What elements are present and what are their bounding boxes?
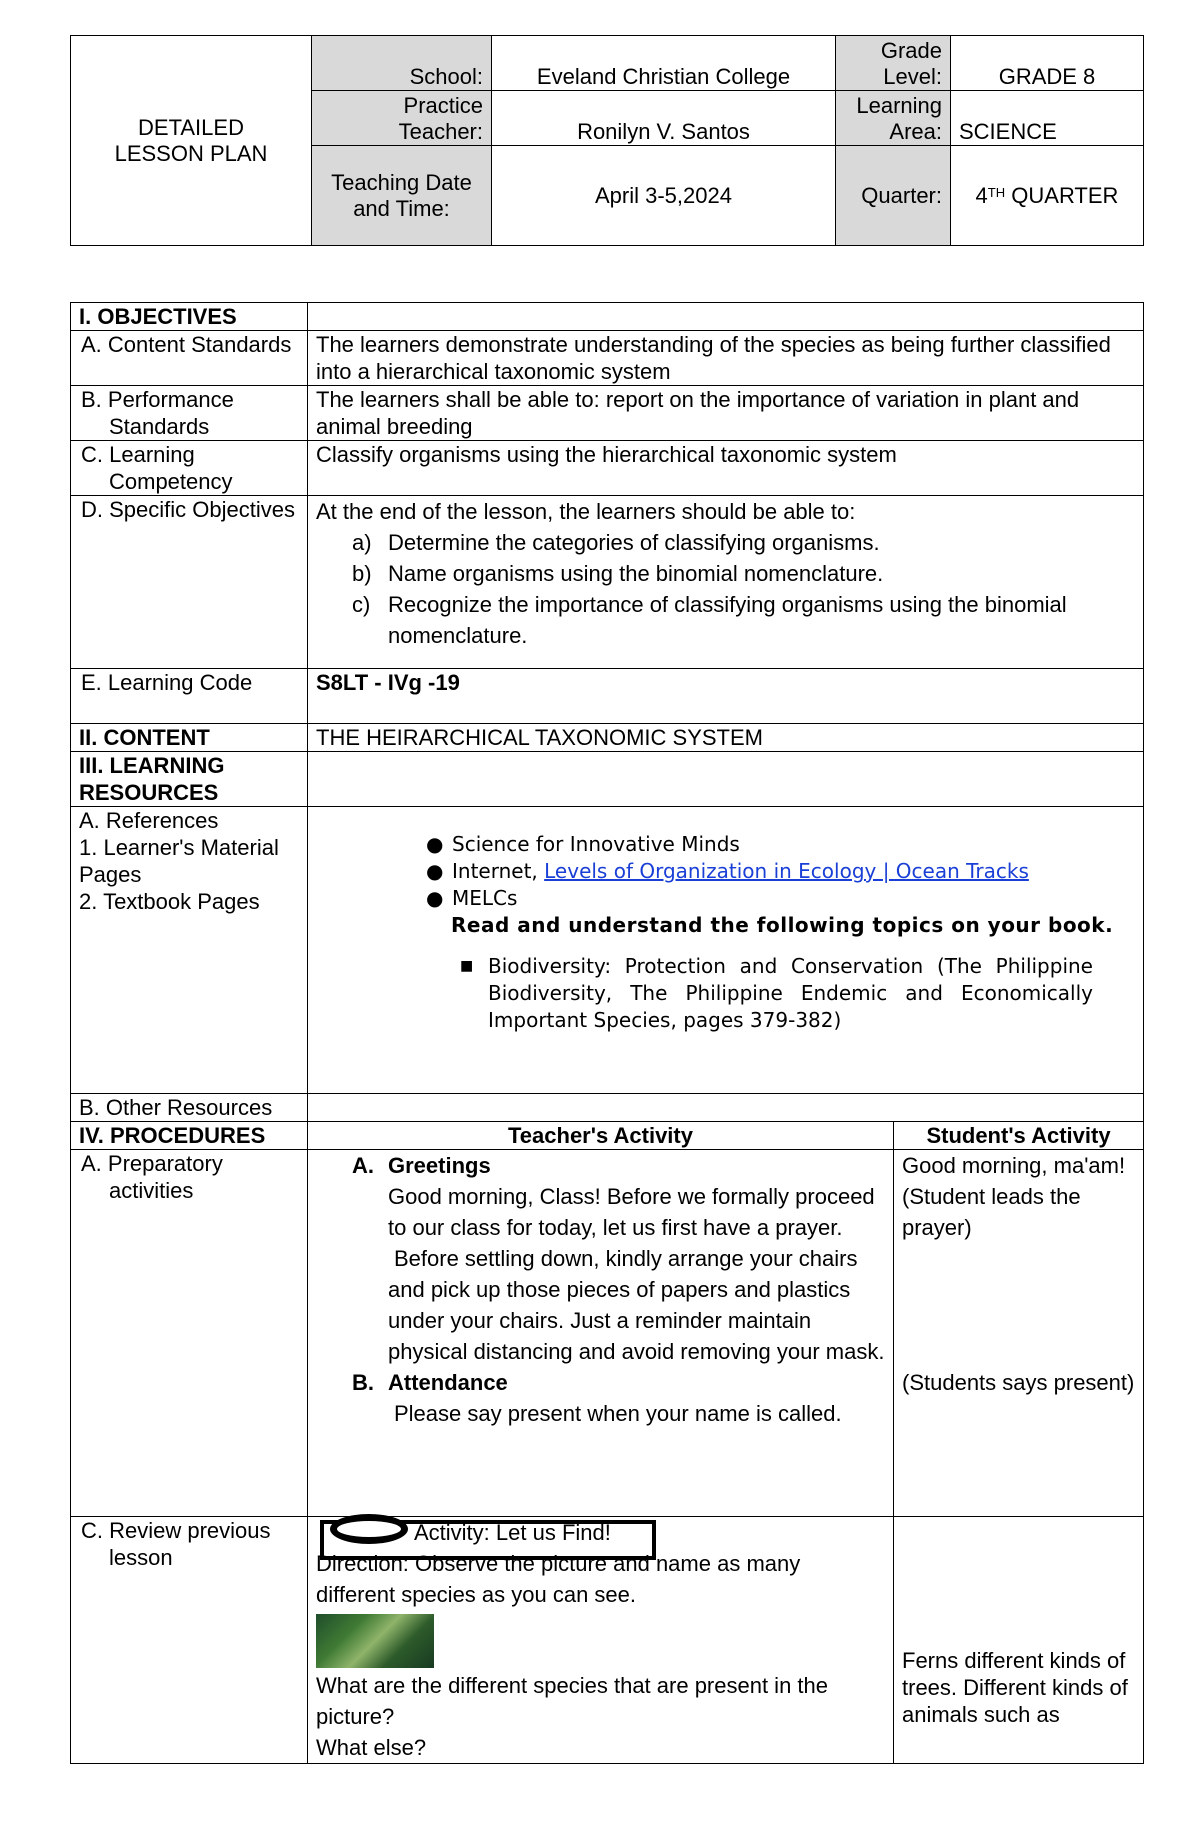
list-item: c) Recognize the importance of classifying organisms using the binomial nomenclature. bbox=[352, 592, 1067, 648]
preparatory-student: Good morning, ma'am! (Student leads the prayer) (Students says present) bbox=[894, 1150, 1144, 1517]
arrange-text: Before settling down, kindly arrange your chairs and pick up those pieces of papers and plastics under your chairs. Just a reminder maintain physical distancing and avoid removing your mask. bbox=[388, 1246, 885, 1364]
content-standards-text: The learners demonstrate understanding of the species as being further classified into a hierarchical taxonomic system bbox=[308, 331, 1144, 386]
list-item: ● MELCs bbox=[426, 886, 518, 910]
area-value: SCIENCE bbox=[951, 91, 1144, 146]
objectives-heading: I. OBJECTIVES bbox=[71, 303, 308, 331]
greetings-text: Good morning, Class! Before we formally proceed to our class for today, let us first have a prayer. bbox=[388, 1184, 875, 1240]
review-student: Ferns different kinds of trees. Different kinds of animals such as bbox=[894, 1517, 1144, 1764]
learning-competency-label: C. Learning Competency bbox=[71, 441, 308, 496]
review-activity-title: Activity: Let us Find! bbox=[414, 1520, 611, 1545]
list-item: b) Name organisms using the binomial nomenclature. bbox=[352, 561, 884, 586]
forest-species-image bbox=[316, 1614, 434, 1668]
greetings-title: Greetings bbox=[388, 1153, 491, 1178]
other-resources-label: B. Other Resources bbox=[71, 1094, 308, 1122]
grade-label: Grade Level: bbox=[836, 36, 951, 91]
school-label: School: bbox=[312, 36, 492, 91]
school-value: Eveland Christian College bbox=[492, 36, 836, 91]
learning-competency-text: Classify organisms using the hierarchical taxonomic system bbox=[308, 441, 1144, 496]
teacher-activity-header: Teacher's Activity bbox=[308, 1122, 894, 1150]
quarter-value: 4TH QUARTER bbox=[951, 146, 1144, 246]
list-item: a) Determine the categories of classifying organisms. bbox=[352, 530, 880, 555]
date-value: April 3-5,2024 bbox=[492, 146, 836, 246]
preparatory-teacher: A. Greetings Good morning, Class! Before we formally proceed to our class for today, let us first have a prayer. Before settling down, kindly arrange your chairs and pick up those pieces of papers and plastics under your chairs. Just a reminder maintain physical distancing and avoid removing your mask. B. Attendance Please say present when your name is called. bbox=[308, 1150, 894, 1517]
teacher-label: Practice Teacher: bbox=[312, 91, 492, 146]
performance-standards-label: B. Performance Standards bbox=[71, 386, 308, 441]
review-question-2: What else? bbox=[316, 1735, 427, 1760]
review-direction: Direction: Observe the picture and name as many different species as you can see. bbox=[316, 1551, 801, 1607]
learning-code-label: E. Learning Code bbox=[71, 669, 308, 724]
references-label: A. References 1. Learner's Material Pages 2. Textbook Pages bbox=[71, 807, 308, 1094]
list-item: ● Science for Innovative Minds bbox=[426, 832, 740, 856]
doc-title: DETAILED LESSON PLAN bbox=[71, 36, 312, 246]
specific-objectives-text: At the end of the lesson, the learners should be able to: a) Determine the categories of classifying organisms. b) Name organisms using the binomial nomenclature. c) Recognize the importance of classifying organisms using the binomial nomenclature. bbox=[308, 496, 1144, 669]
preparatory-label: A. Preparatory activities bbox=[71, 1150, 308, 1517]
performance-standards-text: The learners shall be able to: report on the importance of variation in plant and animal breeding bbox=[308, 386, 1144, 441]
header-table bbox=[70, 35, 1144, 246]
attendance-title: Attendance bbox=[388, 1370, 508, 1395]
content-standards-label: A. Content Standards bbox=[71, 331, 308, 386]
review-question-1: What are the different species that are present in the picture? bbox=[316, 1673, 829, 1729]
list-item: ■ Biodiversity: Protection and Conservation (The Philippine Biodiversity, The Philippine Endemic and Economically Important Species, pages 379-382) bbox=[460, 954, 1093, 1032]
resources-heading: III. LEARNING RESOURCES bbox=[71, 752, 308, 807]
area-label: Learning Area: bbox=[836, 91, 951, 146]
content-heading: II. CONTENT bbox=[71, 724, 308, 752]
attendance-text: Please say present when your name is called. bbox=[394, 1401, 842, 1426]
references-text bbox=[308, 807, 1144, 1094]
review-label: C. Review previous lesson bbox=[71, 1517, 308, 1764]
redaction-oval bbox=[330, 1514, 408, 1544]
learning-code-text: S8LT - IVg -19 bbox=[308, 669, 1144, 724]
quarter-label: Quarter: bbox=[836, 146, 951, 246]
teacher-value: Ronilyn V. Santos bbox=[492, 91, 836, 146]
list-item: ● Internet, Levels of Organization in Ecology | Ocean Tracks bbox=[426, 859, 1029, 883]
student-activity-header: Student's Activity bbox=[894, 1122, 1144, 1150]
date-label: Teaching Date and Time: bbox=[312, 146, 492, 246]
procedures-heading: IV. PROCEDURES bbox=[71, 1122, 308, 1150]
specific-objectives-label: D. Specific Objectives bbox=[71, 496, 308, 669]
read-instruction: Read and understand the following topics on your book. bbox=[451, 913, 1114, 937]
ocean-tracks-link[interactable]: Levels of Organization in Ecology | Ocean Tracks bbox=[544, 859, 1029, 883]
grade-value: GRADE 8 bbox=[951, 36, 1144, 91]
content-text: THE HEIRARCHICAL TAXONOMIC SYSTEM bbox=[308, 724, 1144, 752]
